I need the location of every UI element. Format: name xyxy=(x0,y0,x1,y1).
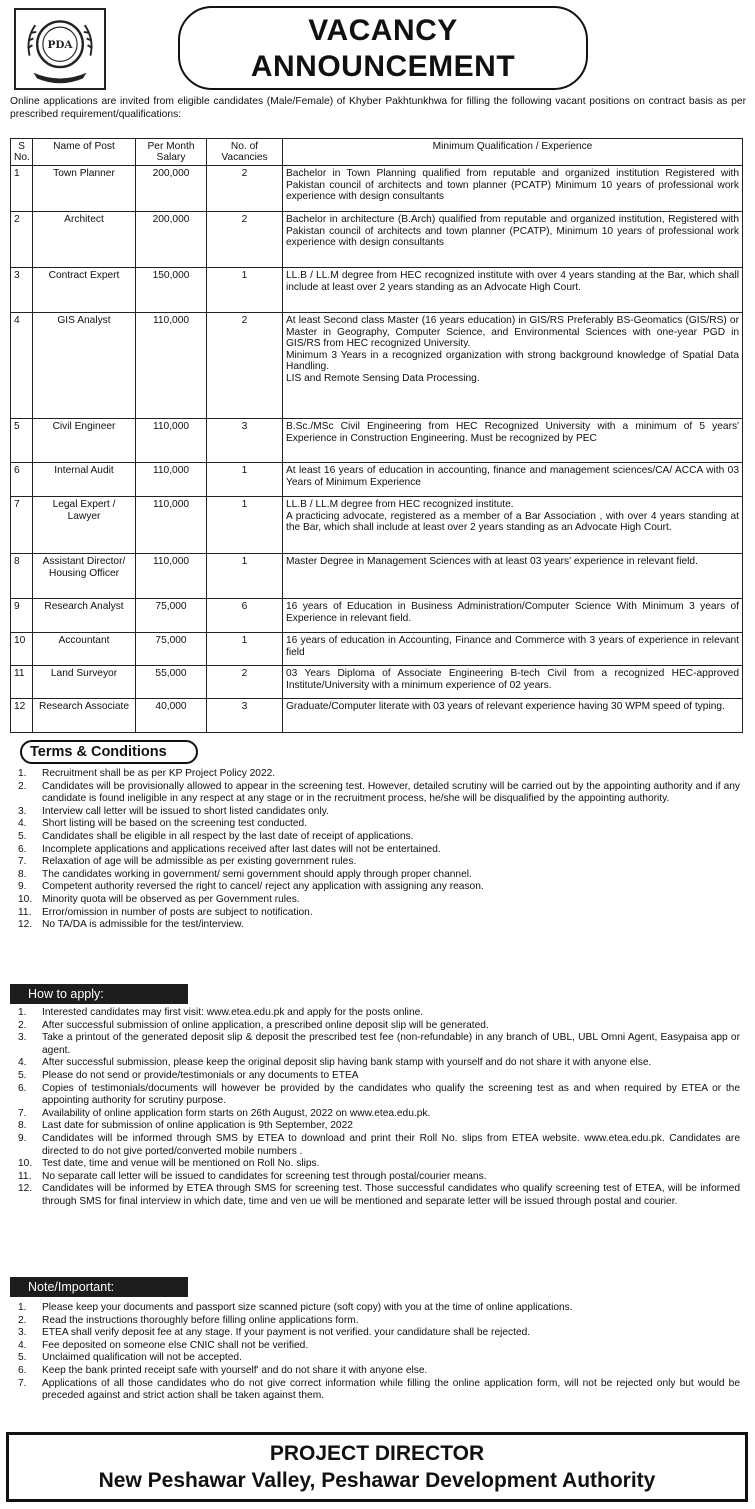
list-item xyxy=(18,1083,740,1108)
cell-qualification: 16 years of Education in Business Administration/Computer Science With Minimum 3 years of Experience in relevant field. xyxy=(283,599,743,633)
table-row xyxy=(11,554,743,599)
cell-salary: 75,000 xyxy=(136,599,207,633)
cell-qualification: Bachelor in Town Planning qualified from reputable and organized institution Registered with Pakistan council of architects and town planner (PCATP) Minimum 10 years of professional work experience with design consultants xyxy=(283,166,743,212)
list-item-text: Applications of all those candidates who do not give correct information while filling the online application form, will not be rejected only but would be preceded against and strict action shall be taken against them. xyxy=(42,1377,740,1402)
cell-salary: 110,000 xyxy=(136,313,207,419)
qualification-line: At least Second class Master (16 years education) in GIS/RS Preferably BS-Geomatics (GIS/RS) or Master in Geography, Computer Science, and Environmental Sciences with one-year PGD in GIS/RS from HEC recognized University. xyxy=(286,315,739,350)
list-item-number: 6. xyxy=(18,843,27,855)
list-item-number: 1. xyxy=(18,1302,27,1313)
cell-qualification: Bachelor in architecture (B.Arch) qualified from reputable and organized institution, Registered with Pakistan council of architects and town planner (PCATP), Minimum 10 years of professional work experience with design consultants xyxy=(283,212,743,268)
table-header-row xyxy=(11,139,743,166)
list-item-text: Availability of online application form starts on 26th August, 2022 on www.etea.edu.pk. xyxy=(42,1107,431,1119)
cell-qualification: 03 Years Diploma of Associate Engineering B-tech Civil from a recognized HEC-approved Institute/University with a minimum experience of 02 years. xyxy=(283,666,743,699)
table-row xyxy=(11,699,743,733)
list-item xyxy=(18,1120,740,1133)
list-item-number: 7. xyxy=(18,856,27,868)
list-item xyxy=(18,1007,740,1020)
list-item-text: After successful submission of online application, a prescribed online deposit slip will be generated. xyxy=(42,1019,489,1031)
list-item-text: Relaxation of age will be admissible as per existing government rules. xyxy=(42,856,357,868)
list-item-number: 6. xyxy=(18,1364,27,1376)
cell-name: Civil Engineer xyxy=(33,419,136,463)
list-item-text: Fee deposited on someone else CNIC shall not be verified. xyxy=(42,1339,309,1351)
list-item-text: Unclaimed qualification will not be accepted. xyxy=(42,1352,242,1364)
list-item-number: 12. xyxy=(18,1183,33,1195)
cell-name: Contract Expert xyxy=(33,268,136,313)
list-item-number: 3. xyxy=(18,805,27,817)
list-item-text: Interested candidates may first visit: www.etea.edu.pk and apply for the posts online. xyxy=(42,1007,424,1018)
list-item-number: 1. xyxy=(18,1007,27,1018)
table-row xyxy=(11,212,743,268)
cell-vacancies: 3 xyxy=(207,699,283,733)
cell-vacancies: 2 xyxy=(207,212,283,268)
list-item-number: 4. xyxy=(18,818,27,830)
cell-sno: 6 xyxy=(11,463,33,497)
list-item-number: 10. xyxy=(18,893,33,905)
header-qualification: Minimum Qualification / Experience xyxy=(283,139,743,166)
vacancy-table xyxy=(10,138,743,733)
cell-vacancies: 1 xyxy=(207,463,283,497)
cell-name: Accountant xyxy=(33,633,136,666)
list-item-number: 3. xyxy=(18,1032,27,1044)
list-item-text: Minority quota will be observed as per Government rules. xyxy=(42,893,300,905)
cell-qualification: Master Degree in Management Sciences with at least 03 years' experience in relevant field. xyxy=(283,554,743,599)
list-item-text: Candidates will be informed through SMS by ETEA to download and print their Roll No. slips from ETEA website. www.etea.edu.pk. Candidates are directed to do not give ported/converted mobile numbers . xyxy=(42,1132,740,1157)
list-item-number: 12. xyxy=(18,919,33,931)
list-item-number: 8. xyxy=(18,1120,27,1132)
list-item xyxy=(18,1352,740,1365)
list-item xyxy=(18,907,740,920)
list-item-text: Recruitment shall be as per KP Project Policy 2022. xyxy=(42,768,276,779)
cell-vacancies: 2 xyxy=(207,666,283,699)
notes-heading: Note/Important: xyxy=(10,1277,188,1297)
list-item-text: Please keep your documents and passport size scanned picture (soft copy) with you at the time of online applications. xyxy=(42,1302,573,1313)
cell-qualification: LL.B / LL.M degree from HEC recognized institute with over 4 years standing at the Bar, which shall include at least over 2 years standing as an Advocate High Court. xyxy=(283,268,743,313)
cell-qualification: B.Sc./MSc Civil Engineering from HEC Recognized University with a minimum of 5 years' Experience in Construction Engineering. Must be recognized by PEC xyxy=(283,419,743,463)
table-row xyxy=(11,268,743,313)
cell-salary: 75,000 xyxy=(136,633,207,666)
cell-sno: 1 xyxy=(11,166,33,212)
terms-list xyxy=(18,768,740,932)
cell-qualification: 16 years of education in Accounting, Finance and Commerce with 3 years of experience in relevant field xyxy=(283,633,743,666)
list-item xyxy=(18,856,740,869)
cell-qualification xyxy=(283,313,743,419)
list-item-number: 1. xyxy=(18,768,27,779)
list-item xyxy=(18,919,740,932)
cell-vacancies: 2 xyxy=(207,313,283,419)
qualification-line: LIS and Remote Sensing Data Processing. xyxy=(286,372,480,384)
list-item-number: 5. xyxy=(18,830,27,842)
cell-salary: 110,000 xyxy=(136,554,207,599)
footer-signature-block xyxy=(6,1432,748,1502)
cell-name: Research Associate xyxy=(33,699,136,733)
header-salary: Per Month Salary xyxy=(136,139,207,166)
list-item-text: ETEA shall verify deposit fee at any stage. If your payment is not verified. your candidature shall be rejected. xyxy=(42,1327,531,1339)
svg-text:PDA: PDA xyxy=(47,39,73,52)
cell-sno: 5 xyxy=(11,419,33,463)
cell-vacancies: 6 xyxy=(207,599,283,633)
table-row xyxy=(11,497,743,554)
list-item-number: 7. xyxy=(18,1377,27,1389)
qualification-line: Minimum 3 Years in a recognized organization with strong background knowledge of Spatial Data Handling. xyxy=(286,349,739,373)
list-item xyxy=(18,1302,740,1315)
cell-vacancies: 2 xyxy=(207,166,283,212)
cell-name: Legal Expert / Lawyer xyxy=(33,497,136,554)
table-row xyxy=(11,633,743,666)
how-to-apply-list xyxy=(18,1007,740,1209)
list-item-number: 8. xyxy=(18,868,27,880)
table-row xyxy=(11,666,743,699)
list-item-text: Competent authority reversed the right to cancel/ reject any application with assigning any reason. xyxy=(42,881,484,893)
list-item-number: 9. xyxy=(18,881,27,893)
list-item-text: Candidates shall be eligible in all respect by the last date of receipt of applications. xyxy=(42,830,414,842)
cell-name: GIS Analyst xyxy=(33,313,136,419)
pda-logo xyxy=(14,8,106,90)
cell-vacancies: 1 xyxy=(207,633,283,666)
cell-vacancies: 1 xyxy=(207,268,283,313)
list-item-number: 5. xyxy=(18,1352,27,1364)
list-item xyxy=(18,768,740,781)
list-item-text: Candidates will be provisionally allowed to appear in the screening test. However, detailed scrutiny will be carried out by the appointing authority and if any candidate is found ineligible in any respect at any stage or in the recruitment process, he/she will be disqualified by the appointing authority. xyxy=(42,780,740,805)
table-row xyxy=(11,463,743,497)
list-item-text: Incomplete applications and applications received after last dates will not be entertained. xyxy=(42,843,441,855)
list-item xyxy=(18,1133,740,1158)
cell-sno: 12 xyxy=(11,699,33,733)
list-item xyxy=(18,1183,740,1208)
cell-name: Land Surveyor xyxy=(33,666,136,699)
title-line-2: ANNOUNCEMENT xyxy=(250,50,516,83)
cell-name: Town Planner xyxy=(33,166,136,212)
cell-vacancies: 1 xyxy=(207,497,283,554)
list-item-number: 10. xyxy=(18,1158,33,1170)
list-item xyxy=(18,1327,740,1340)
table-row xyxy=(11,166,743,212)
list-item xyxy=(18,1032,740,1057)
cell-salary: 150,000 xyxy=(136,268,207,313)
intro-text: Online applications are invited from eligible candidates (Male/Female) of Khyber Pakhtunkhwa for filling the following vacant positions on contract basis as per prescribed requirement/qualifications: xyxy=(10,96,746,120)
cell-sno: 2 xyxy=(11,212,33,268)
list-item xyxy=(18,894,740,907)
cell-salary: 110,000 xyxy=(136,497,207,554)
list-item xyxy=(18,1378,740,1403)
list-item xyxy=(18,1070,740,1083)
cell-qualification: Graduate/Computer literate with 03 years of relevant experience having 30 WPM speed of typing. xyxy=(283,699,743,733)
list-item-text: Copies of testimonials/documents will however be provided by the candidates who qualify the screening test as and when required by ETEA or the appointing authority for scrutiny purpose. xyxy=(42,1082,740,1107)
list-item xyxy=(18,869,740,882)
cell-sno: 11 xyxy=(11,666,33,699)
list-item-text: No TA/DA is admissible for the test/interview. xyxy=(42,919,244,931)
list-item-number: 2. xyxy=(18,780,27,792)
list-item xyxy=(18,1158,740,1171)
qualification-line: LL.B / LL.M degree from HEC recognized institute. xyxy=(286,499,514,510)
cell-name: Internal Audit xyxy=(33,463,136,497)
cell-sno: 3 xyxy=(11,268,33,313)
list-item-number: 11. xyxy=(18,1170,32,1182)
list-item-number: 9. xyxy=(18,1132,27,1144)
table-row xyxy=(11,313,743,419)
list-item-number: 2. xyxy=(18,1314,27,1326)
list-item-text: Interview call letter will be issued to short listed candidates only. xyxy=(42,805,329,817)
list-item-text: Candidates will be informed by ETEA through SMS for screening test. Those successful candidates who qualify screening test of ETEA, will be informed through SMS for final interview in which date, time and ven ue will be mentioned and separate letter will be issued through postal and courier. xyxy=(42,1183,740,1207)
pda-emblem-icon xyxy=(16,10,104,88)
list-item-number: 4. xyxy=(18,1057,27,1069)
list-item xyxy=(18,1057,740,1070)
notes-list xyxy=(18,1302,740,1403)
list-item-number: 11. xyxy=(18,906,32,918)
cell-sno: 8 xyxy=(11,554,33,599)
list-item-number: 2. xyxy=(18,1019,27,1031)
list-item-text: After successful submission, please keep the original deposit slip having bank stamp with yourself and do not share it with anyone else. xyxy=(42,1057,652,1069)
title-line-1: VACANCY xyxy=(308,14,458,47)
header-sno: S No. xyxy=(11,139,33,166)
list-item xyxy=(18,818,740,831)
cell-sno: 10 xyxy=(11,633,33,666)
cell-salary: 110,000 xyxy=(136,463,207,497)
cell-sno: 9 xyxy=(11,599,33,633)
table-row xyxy=(11,599,743,633)
cell-qualification xyxy=(283,497,743,554)
cell-salary: 40,000 xyxy=(136,699,207,733)
header xyxy=(8,4,748,90)
cell-vacancies: 1 xyxy=(207,554,283,599)
list-item-number: 3. xyxy=(18,1327,27,1339)
list-item-text: The candidates working in government/ semi government should apply through proper channel. xyxy=(42,868,472,880)
list-item xyxy=(18,1315,740,1328)
cell-salary: 200,000 xyxy=(136,166,207,212)
list-item-number: 6. xyxy=(18,1082,27,1094)
cell-salary: 200,000 xyxy=(136,212,207,268)
list-item-text: Read the instructions thoroughly before filling online applications form. xyxy=(42,1314,359,1326)
list-item-text: No separate call letter will be issued to candidates for screening test through postal/courier means. xyxy=(42,1170,487,1182)
list-item-number: 5. xyxy=(18,1069,27,1081)
cell-salary: 55,000 xyxy=(136,666,207,699)
list-item xyxy=(18,844,740,857)
header-name: Name of Post xyxy=(33,139,136,166)
footer-designation: PROJECT DIRECTOR xyxy=(269,1442,485,1465)
cell-sno: 7 xyxy=(11,497,33,554)
cell-name: Assistant Director/ Housing Officer xyxy=(33,554,136,599)
qualification-line: A practicing advocate, registered as a member of a Bar Association , with over 4 years standing at the Bar, which shall include at least over 2 years standing as an Advocate High Court. xyxy=(286,510,739,534)
list-item xyxy=(18,1171,740,1184)
footer-organization: New Peshawar Valley, Peshawar Development Authority xyxy=(98,1469,656,1492)
page-title xyxy=(178,6,588,90)
list-item-number: 7. xyxy=(18,1107,27,1119)
list-item xyxy=(18,806,740,819)
how-to-apply-heading: How to apply: xyxy=(10,984,188,1004)
terms-heading: Terms & Conditions xyxy=(20,740,198,764)
list-item-text: Short listing will be based on the screening test conducted. xyxy=(42,818,308,830)
list-item-text: Take a printout of the generated deposit slip & deposit the prescribed test fee (non-refundable) in any branch of UBL, UBL Omni Agent, Easypaisa app or agent. xyxy=(42,1032,740,1056)
list-item xyxy=(18,881,740,894)
list-item xyxy=(18,1365,740,1378)
cell-sno: 4 xyxy=(11,313,33,419)
list-item-text: Last date for submission of online application is 9th September, 2022 xyxy=(42,1120,353,1132)
list-item xyxy=(18,1020,740,1033)
cell-name: Research Analyst xyxy=(33,599,136,633)
list-item-number: 4. xyxy=(18,1339,27,1351)
list-item-text: Keep the bank printed receipt safe with yourself' and do not share it with anyone else. xyxy=(42,1364,428,1376)
list-item xyxy=(18,831,740,844)
cell-salary: 110,000 xyxy=(136,419,207,463)
cell-vacancies: 3 xyxy=(207,419,283,463)
table-row xyxy=(11,419,743,463)
list-item xyxy=(18,781,740,806)
cell-qualification: At least 16 years of education in accounting, finance and management sciences/CA/ ACCA with 03 Years of Minimum Experience xyxy=(283,463,743,497)
list-item xyxy=(18,1108,740,1121)
list-item-text: Please do not send or provide/testimonials or any documents to ETEA xyxy=(42,1069,359,1081)
list-item xyxy=(18,1340,740,1353)
list-item-text: Test date, time and venue will be mentioned on Roll No. slips. xyxy=(42,1158,320,1170)
cell-name: Architect xyxy=(33,212,136,268)
list-item-text: Error/omission in number of posts are subject to notification. xyxy=(42,906,313,918)
header-vacancies: No. of Vacancies xyxy=(207,139,283,166)
